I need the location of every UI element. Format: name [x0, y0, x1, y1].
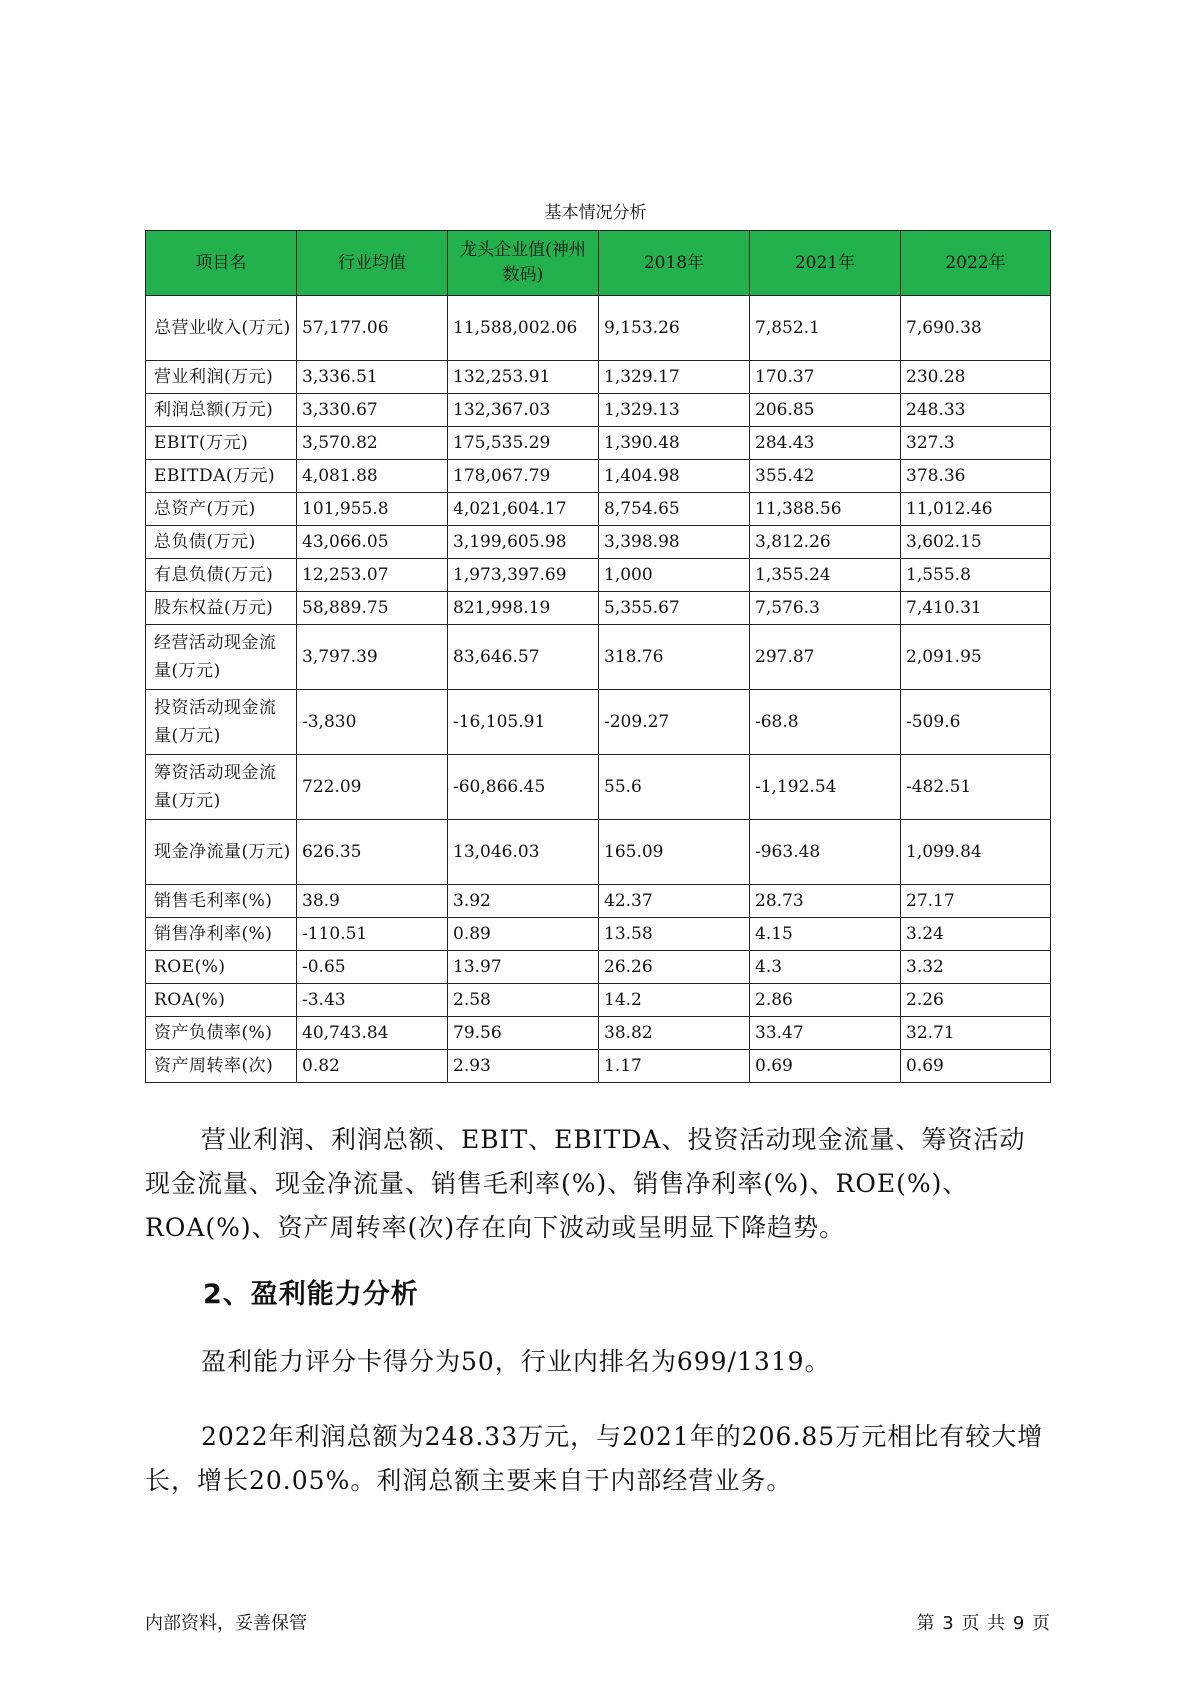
row-label: 有息负债(万元)	[146, 559, 297, 592]
table-row	[146, 951, 1051, 984]
table-cell: 1,329.13	[599, 394, 750, 427]
table-cell: 2.93	[448, 1050, 599, 1083]
basic-analysis-table	[145, 230, 1051, 1083]
table-cell: 38.82	[599, 1017, 750, 1050]
table-cell: 3,812.26	[750, 526, 901, 559]
table-caption: 基本情况分析	[544, 203, 647, 223]
table-cell: -1,192.54	[750, 755, 901, 820]
table-cell: -60,866.45	[448, 755, 599, 820]
column-header: 2018年	[599, 231, 750, 296]
table-row	[146, 885, 1051, 918]
table-row	[146, 592, 1051, 625]
table-cell: 1,099.84	[901, 820, 1051, 885]
table-cell: 2.86	[750, 984, 901, 1017]
table-cell: -16,105.91	[448, 690, 599, 755]
table-cell: 40,743.84	[297, 1017, 448, 1050]
table-cell: 3,398.98	[599, 526, 750, 559]
table-cell: -209.27	[599, 690, 750, 755]
table-cell: 11,588,002.06	[448, 296, 599, 361]
table-cell: 2.26	[901, 984, 1051, 1017]
table-cell: 27.17	[901, 885, 1051, 918]
table-cell: 1.17	[599, 1050, 750, 1083]
table-cell: 3.24	[901, 918, 1051, 951]
table-cell: 1,390.48	[599, 427, 750, 460]
row-label: EBITDA(万元)	[146, 460, 297, 493]
table-cell: 206.85	[750, 394, 901, 427]
table-row	[146, 559, 1051, 592]
table-header-row	[146, 231, 1051, 296]
table-cell: 2.58	[448, 984, 599, 1017]
table-row	[146, 460, 1051, 493]
table-cell: 26.26	[599, 951, 750, 984]
table-cell: 3,602.15	[901, 526, 1051, 559]
table-cell: 12,253.07	[297, 559, 448, 592]
table-cell: 79.56	[448, 1017, 599, 1050]
table-cell: 11,388.56	[750, 493, 901, 526]
footer-confidential-note: 内部资料，妥善保管	[145, 1613, 307, 1634]
table-cell: -482.51	[901, 755, 1051, 820]
table-cell: 13.58	[599, 918, 750, 951]
table-row	[146, 690, 1051, 755]
table-cell: 57,177.06	[297, 296, 448, 361]
table-cell: 7,852.1	[750, 296, 901, 361]
table-cell: 55.6	[599, 755, 750, 820]
table-cell: 284.43	[750, 427, 901, 460]
table-cell: 3,199,605.98	[448, 526, 599, 559]
table-cell: 13,046.03	[448, 820, 599, 885]
table-cell: 11,012.46	[901, 493, 1051, 526]
table-cell: 1,973,397.69	[448, 559, 599, 592]
table-cell: 4.3	[750, 951, 901, 984]
table-row	[146, 755, 1051, 820]
table-cell: -509.6	[901, 690, 1051, 755]
row-label: 营业利润(万元)	[146, 361, 297, 394]
table-cell: 83,646.57	[448, 625, 599, 690]
column-header: 龙头企业值(神州数码)	[448, 231, 599, 296]
table-cell: 355.42	[750, 460, 901, 493]
table-cell: 0.89	[448, 918, 599, 951]
table-cell: 7,576.3	[750, 592, 901, 625]
table-row	[146, 361, 1051, 394]
table-cell: 3,797.39	[297, 625, 448, 690]
table-cell: 9,153.26	[599, 296, 750, 361]
table-cell: -3,830	[297, 690, 448, 755]
table-cell: 28.73	[750, 885, 901, 918]
table-cell: 101,955.8	[297, 493, 448, 526]
table-cell: -68.8	[750, 690, 901, 755]
table-row	[146, 526, 1051, 559]
table-row	[146, 820, 1051, 885]
table-cell: 626.35	[297, 820, 448, 885]
table-cell: 178,067.79	[448, 460, 599, 493]
table-cell: 33.47	[750, 1017, 901, 1050]
section-heading: 2、盈利能力分析	[203, 1279, 419, 1310]
table-cell: 327.3	[901, 427, 1051, 460]
table-cell: -0.65	[297, 951, 448, 984]
table-cell: 3,570.82	[297, 427, 448, 460]
row-label: 销售净利率(%)	[146, 918, 297, 951]
table-cell: 8,754.65	[599, 493, 750, 526]
row-label: 投资活动现金流量(万元)	[146, 690, 297, 755]
table-cell: 3,336.51	[297, 361, 448, 394]
table-cell: 32.71	[901, 1017, 1051, 1050]
table-row	[146, 493, 1051, 526]
table-cell: 7,410.31	[901, 592, 1051, 625]
table-row	[146, 296, 1051, 361]
table-cell: 1,355.24	[750, 559, 901, 592]
table-cell: 378.36	[901, 460, 1051, 493]
table-cell: 7,690.38	[901, 296, 1051, 361]
column-header: 2022年	[901, 231, 1051, 296]
table-row	[146, 394, 1051, 427]
table-row	[146, 625, 1051, 690]
table-row	[146, 984, 1051, 1017]
table-cell: 5,355.67	[599, 592, 750, 625]
table-cell: 1,404.98	[599, 460, 750, 493]
table-cell: -3.43	[297, 984, 448, 1017]
column-header: 行业均值	[297, 231, 448, 296]
table-row	[146, 427, 1051, 460]
table-cell: 175,535.29	[448, 427, 599, 460]
column-header: 2021年	[750, 231, 901, 296]
table-cell: 14.2	[599, 984, 750, 1017]
row-label: 利润总额(万元)	[146, 394, 297, 427]
row-label: 筹资活动现金流量(万元)	[146, 755, 297, 820]
table-cell: 4,021,604.17	[448, 493, 599, 526]
table-cell: 170.37	[750, 361, 901, 394]
footer-page-number: 第 3 页 共 9 页	[916, 1613, 1050, 1634]
row-label: 经营活动现金流量(万元)	[146, 625, 297, 690]
table-cell: 0.69	[750, 1050, 901, 1083]
table-cell: 132,367.03	[448, 394, 599, 427]
table-cell: 230.28	[901, 361, 1051, 394]
table-cell: 4.15	[750, 918, 901, 951]
table-cell: 0.69	[901, 1050, 1051, 1083]
table-cell: 42.37	[599, 885, 750, 918]
table-cell: 3,330.67	[297, 394, 448, 427]
row-label: 销售毛利率(%)	[146, 885, 297, 918]
table-cell: 132,253.91	[448, 361, 599, 394]
table-row	[146, 1050, 1051, 1083]
table-cell: 165.09	[599, 820, 750, 885]
table-row	[146, 918, 1051, 951]
row-label: ROA(%)	[146, 984, 297, 1017]
row-label: 现金净流量(万元)	[146, 820, 297, 885]
table-cell: 722.09	[297, 755, 448, 820]
score-paragraph: 盈利能力评分卡得分为50，行业内排名为699/1319。	[201, 1347, 831, 1376]
table-cell: 0.82	[297, 1050, 448, 1083]
table-cell: 38.9	[297, 885, 448, 918]
table-cell: 13.97	[448, 951, 599, 984]
row-label: EBIT(万元)	[146, 427, 297, 460]
profit-paragraph: 2022年利润总额为248.33万元，与2021年的206.85万元相比有较大增长，增长20.05%。利润总额主要来自于内部经营业务。	[145, 1422, 1044, 1495]
table-cell: 318.76	[599, 625, 750, 690]
row-label: 总资产(万元)	[146, 493, 297, 526]
row-label: 股东权益(万元)	[146, 592, 297, 625]
table-cell: 58,889.75	[297, 592, 448, 625]
table-cell: 3.92	[448, 885, 599, 918]
table-cell: 248.33	[901, 394, 1051, 427]
table-cell: 3.32	[901, 951, 1051, 984]
table-cell: 1,000	[599, 559, 750, 592]
trend-summary-paragraph: 营业利润、利润总额、EBIT、EBITDA、投资活动现金流量、筹资活动现金流量、现金净流量、销售毛利率(%)、销售净利率(%)、ROE(%)、ROA(%)、资产周转率(次)存在向下波动或呈明显下降趋势。	[145, 1125, 1026, 1242]
row-label: 总负债(万元)	[146, 526, 297, 559]
row-label: 资产周转率(次)	[146, 1050, 297, 1083]
row-label: 资产负债率(%)	[146, 1017, 297, 1050]
table-cell: -110.51	[297, 918, 448, 951]
table-cell: 43,066.05	[297, 526, 448, 559]
table-cell: 1,329.17	[599, 361, 750, 394]
row-label: ROE(%)	[146, 951, 297, 984]
table-cell: -963.48	[750, 820, 901, 885]
column-header: 项目名	[146, 231, 297, 296]
table-cell: 1,555.8	[901, 559, 1051, 592]
table-cell: 821,998.19	[448, 592, 599, 625]
table-cell: 4,081.88	[297, 460, 448, 493]
table-cell: 2,091.95	[901, 625, 1051, 690]
table-cell: 297.87	[750, 625, 901, 690]
table-row	[146, 1017, 1051, 1050]
row-label: 总营业收入(万元)	[146, 296, 297, 361]
